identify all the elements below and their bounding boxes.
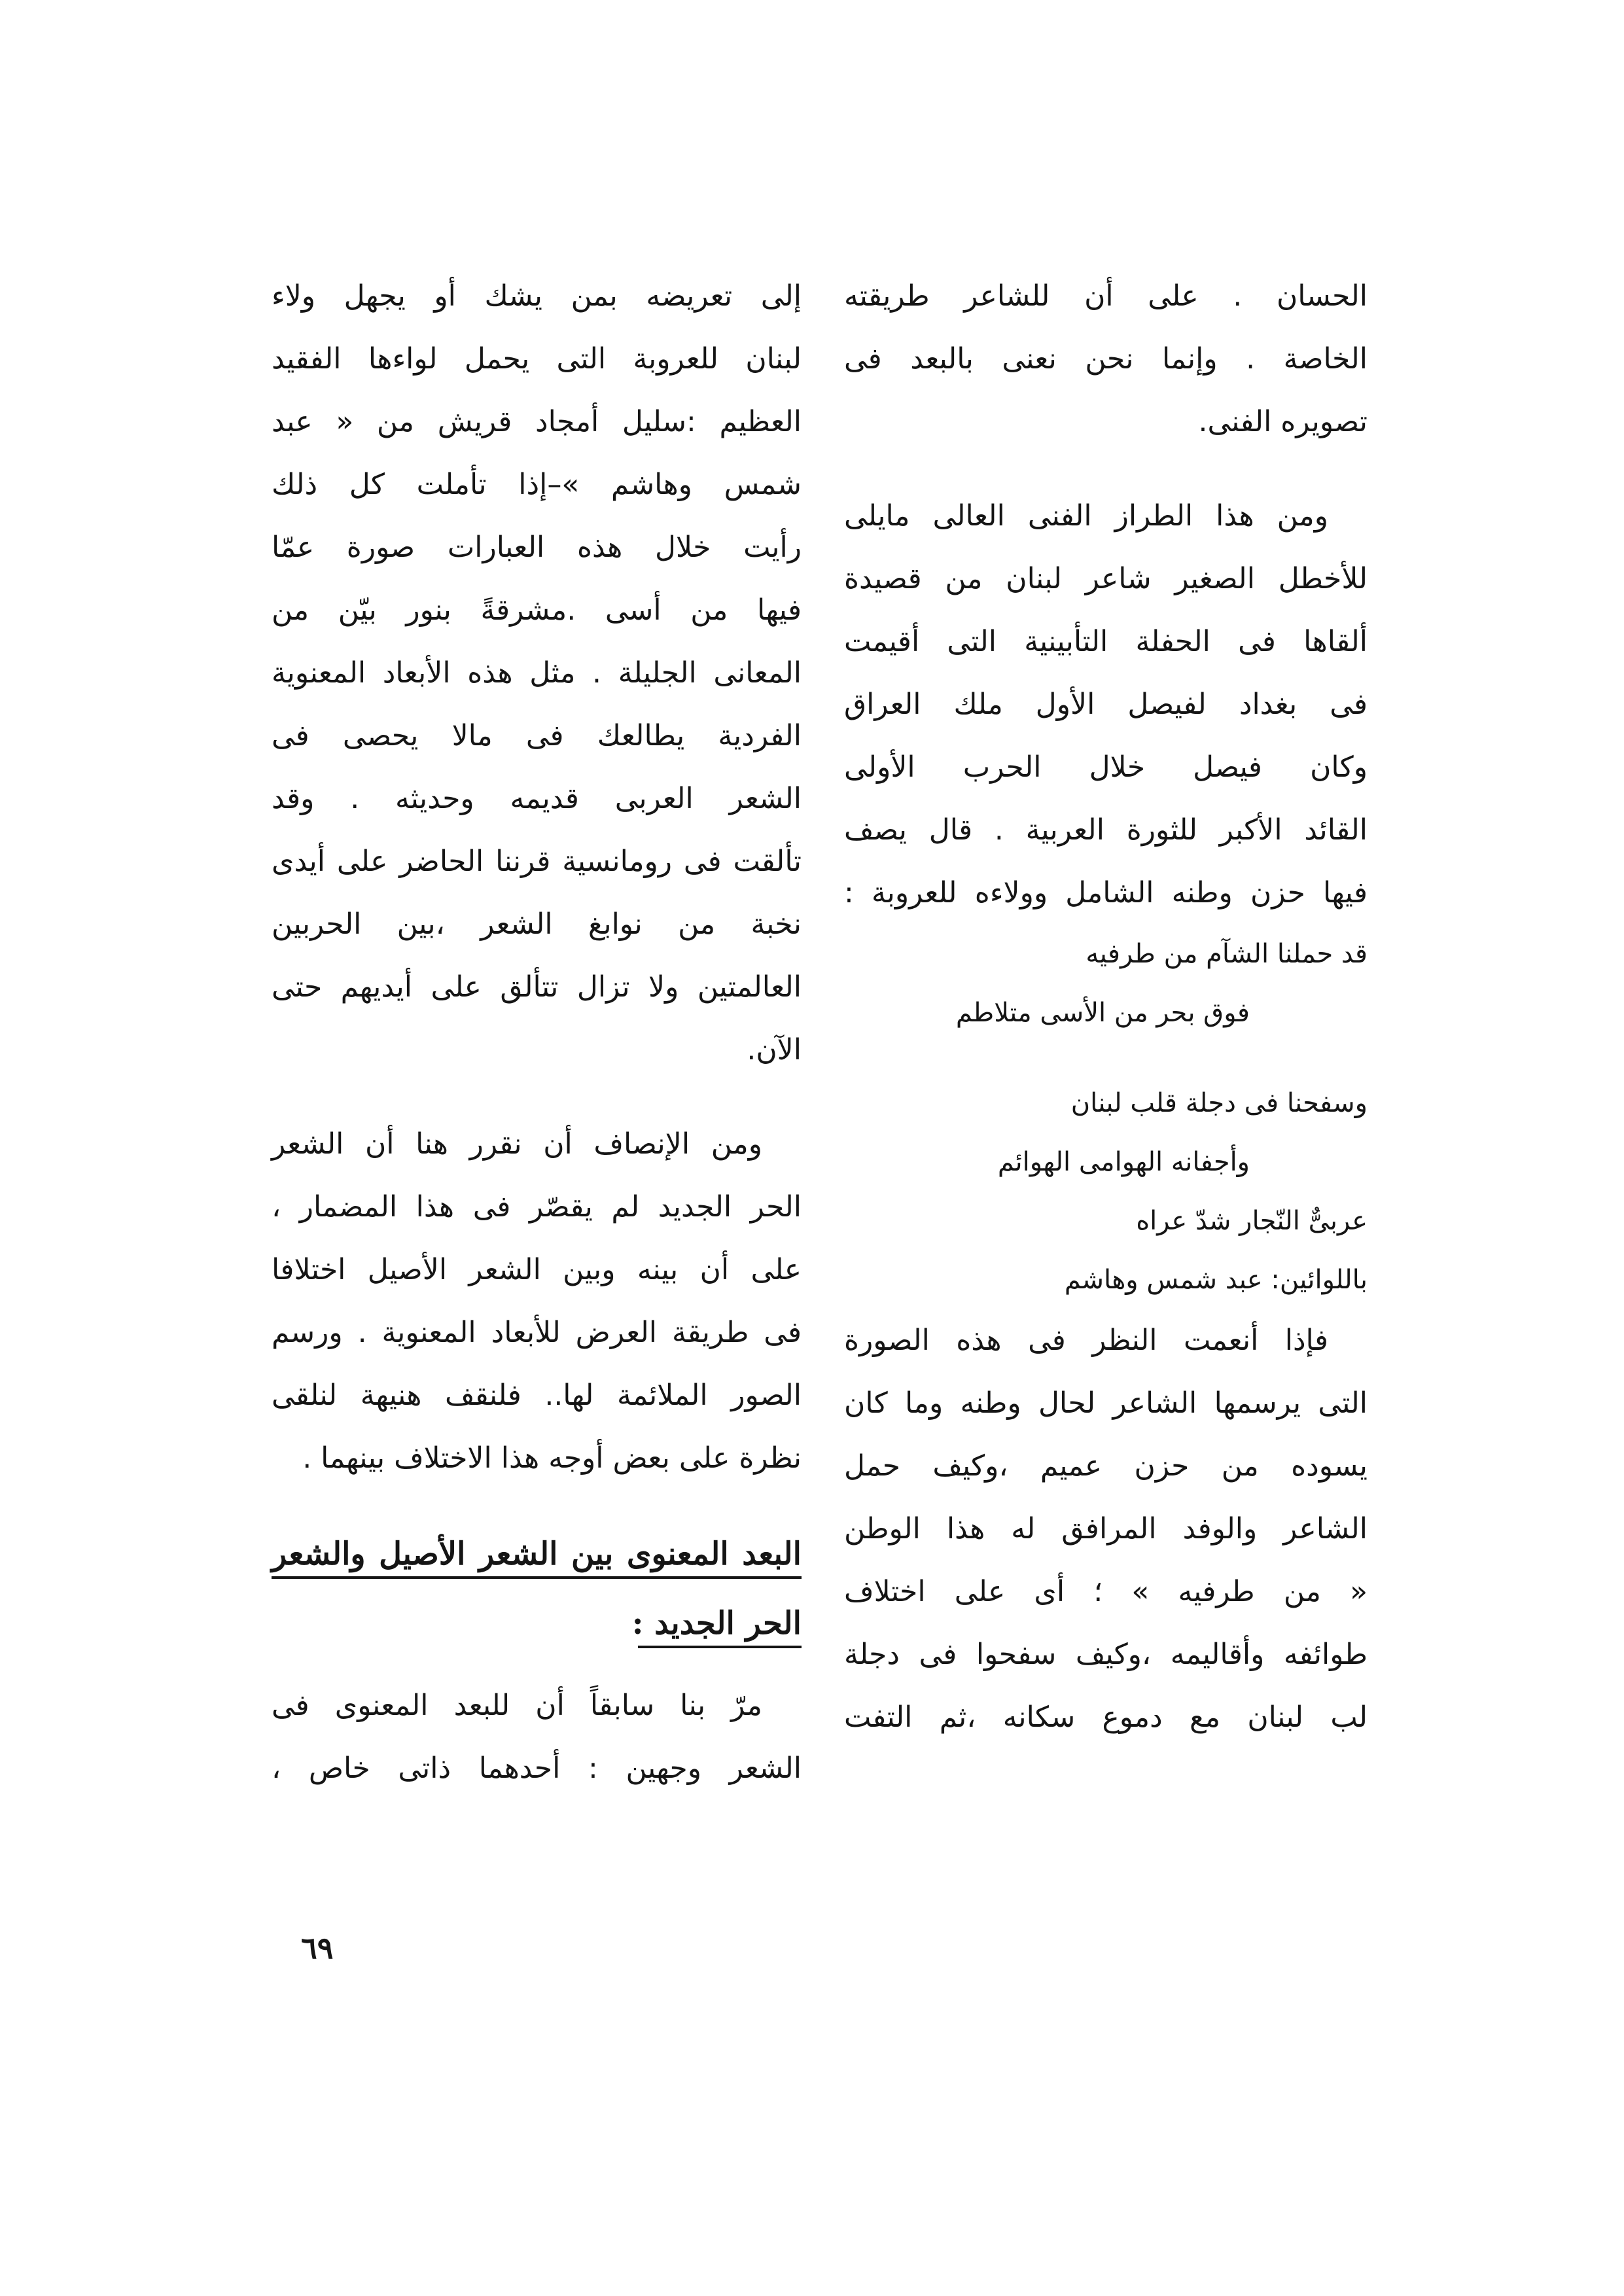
poem-verse bbox=[844, 925, 1368, 1042]
text-line: فى طريقة العرض للأبعاد المعنوية . ورسم bbox=[272, 1316, 802, 1349]
text-line: « من طرفيه » ؛ أى على اختلاف bbox=[844, 1575, 1368, 1608]
paragraph bbox=[272, 1674, 802, 1800]
text-line: الحر الجديد لم يقصّر فى هذا المضمار ، bbox=[272, 1190, 802, 1224]
text-line: ألقاها فى الحفلة التأبينية التى أقيمت bbox=[844, 625, 1368, 658]
verse-line: عربىٌّ النّجار شدّ عراه bbox=[1136, 1206, 1368, 1236]
text-line: نخبة من نوابغ الشعر ،بين الحربين bbox=[272, 908, 802, 941]
heading-line: الحر الجديد : bbox=[631, 1605, 802, 1642]
paragraph bbox=[272, 265, 802, 1082]
text-line: على أن بينه وبين الشعر الأصيل اختلافا bbox=[272, 1253, 802, 1286]
text-line: فإذا أنعمت النظر فى هذه الصورة bbox=[844, 1324, 1328, 1357]
text-line: الآن. bbox=[747, 1033, 802, 1067]
text-line: تصويره الفنى. bbox=[1198, 405, 1368, 438]
heading-line: البعد المعنوى بين الشعر الأصيل والشعر bbox=[272, 1536, 802, 1572]
text-line: الشعر العربى قديمه وحديثه . وقد bbox=[272, 782, 802, 815]
verse-line: باللوائين: عبد شمس وهاشم bbox=[1064, 1265, 1368, 1295]
text-line: فى بغداد لفيصل الأول ملك العراق bbox=[844, 688, 1368, 721]
text-line: العالمتين ولا تزال تتألق على أيديهم حتى bbox=[272, 970, 802, 1004]
verse-line: وأجفانه الهوامى الهوائم bbox=[997, 1147, 1250, 1177]
text-line: المعانى الجليلة . مثل هذه الأبعاد المعنوية bbox=[272, 656, 802, 690]
paragraph bbox=[844, 1309, 1368, 1749]
text-line: طوائفه وأقاليمه ،وكيف سفحوا فى دجلة bbox=[844, 1638, 1368, 1671]
text-line: الشعر وجهين : أحدهما ذاتى خاص ، bbox=[272, 1752, 802, 1785]
verse-line: فوق بحر من الأسى متلاطم bbox=[955, 998, 1250, 1028]
text-line: للأخطل الصغير شاعر لبنان من قصيدة bbox=[844, 562, 1368, 595]
text-line: تألقت فى رومانسية قرننا الحاضر على أيدى bbox=[272, 845, 802, 878]
text-line: وكان فيصل خلال الحرب الأولى bbox=[844, 751, 1368, 784]
text-line: يسوده من حزن عميم ،وكيف حمل bbox=[844, 1449, 1368, 1483]
text-line: الشاعر والوفد المرافق له هذا الوطن bbox=[844, 1512, 1368, 1545]
page-number: ٦٩ bbox=[301, 1930, 334, 1966]
paragraph bbox=[272, 1113, 802, 1490]
text-line: الفردية يطالعك فى مالا يحصى فى bbox=[272, 719, 802, 752]
text-line: فيها من أسى .مشرقةً بنور بيّن من bbox=[272, 593, 802, 627]
paragraph bbox=[844, 265, 1368, 453]
text-line: لبنان للعروبة التى يحمل لواءها الفقيد bbox=[272, 342, 802, 376]
text-line: شمس وهاشم »–إذا تأملت كل ذلك bbox=[272, 468, 802, 501]
text-line: لب لبنان مع دموع سكانه ،ثم التفت bbox=[844, 1701, 1368, 1734]
right-column bbox=[844, 265, 1368, 1749]
poem-verse bbox=[844, 1074, 1368, 1309]
text-line: نظرة على بعض أوجه هذا الاختلاف بينهما . bbox=[302, 1441, 802, 1475]
text-line: الخاصة . وإنما نحن نعنى بالبعد فى bbox=[844, 342, 1368, 376]
left-column bbox=[272, 265, 802, 1800]
text-line: العظيم :سليل أمجاد قريش من « عبد bbox=[272, 405, 802, 438]
text-line: مرّ بنا سابقاً أن للبعد المعنوى فى bbox=[272, 1689, 762, 1722]
text-line: رأيت خلال هذه العبارات صورة عمّا bbox=[272, 531, 802, 564]
text-line: الحسان . على أن للشاعر طريقته bbox=[844, 279, 1368, 313]
text-line: فيها حزن وطنه الشامل وولاءه للعروبة : bbox=[844, 876, 1368, 910]
section-heading bbox=[272, 1521, 802, 1648]
verse-line: وسفحنا فى دجلة قلب لبنان bbox=[1070, 1088, 1368, 1118]
text-line: التى يرسمها الشاعر لحال وطنه وما كان bbox=[844, 1386, 1368, 1420]
text-line: إلى تعريضه بمن يشك أو يجهل ولاء bbox=[272, 279, 802, 313]
text-line: ومن الإنصاف أن نقرر هنا أن الشعر bbox=[272, 1127, 762, 1161]
text-line: الصور الملائمة لها.. فلنقف هنيهة لنلقى bbox=[272, 1379, 802, 1412]
text-line: ومن هذا الطراز الفنى العالى مايلى bbox=[844, 499, 1328, 533]
paragraph bbox=[844, 485, 1368, 925]
text-line: القائد الأكبر للثورة العربية . قال يصف bbox=[844, 813, 1368, 847]
verse-line: قد حملنا الشآم من طرفيه bbox=[1086, 939, 1368, 969]
